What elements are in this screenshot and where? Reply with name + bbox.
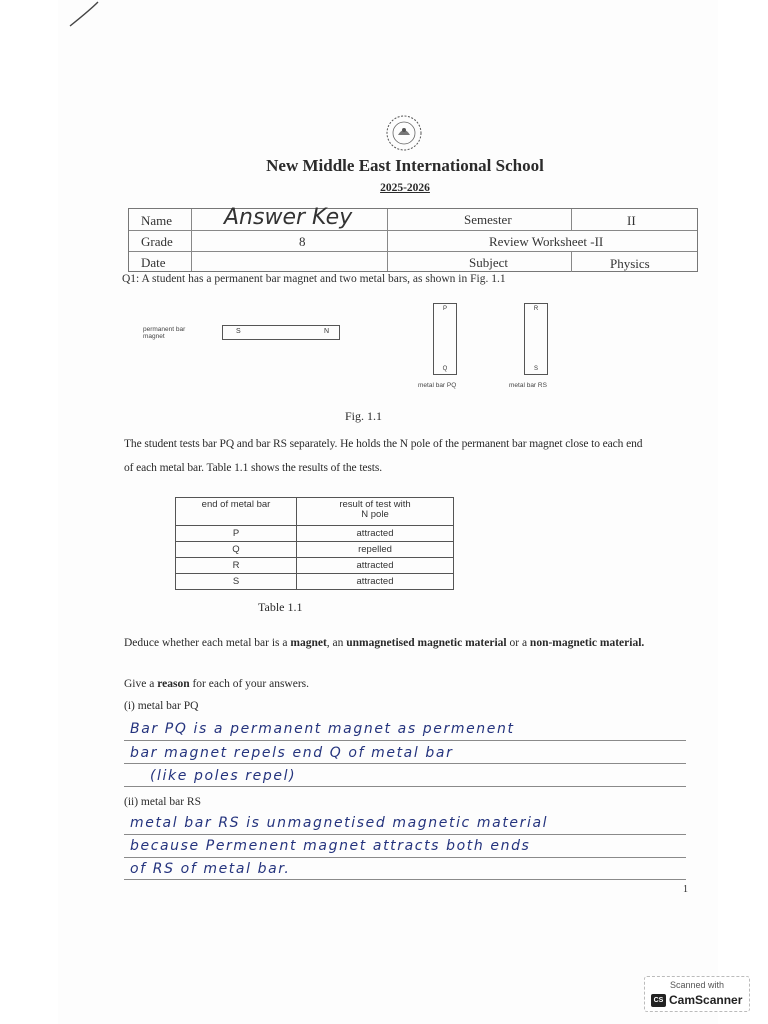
answer-ii-line-3: of RS of metal bar.	[130, 861, 291, 877]
camscanner-icon: CS	[651, 994, 666, 1007]
school-year: 2025-2026	[380, 182, 430, 194]
pen-mark-icon	[66, 0, 100, 30]
permanent-magnet-label-line2: magnet	[143, 333, 165, 340]
worksheet-title: Review Worksheet -II	[489, 234, 604, 249]
deduce-instruction	[124, 631, 724, 655]
answer-ii-line-2: because Permenent magnet attracts both ends	[130, 838, 531, 854]
answer-i-line-2: bar magnet repels end Q of metal bar	[130, 745, 454, 761]
table-row	[176, 542, 454, 558]
deduce-bold-unmagnetised: unmagnetised magnetic material	[346, 637, 507, 649]
pole-r: R	[533, 306, 539, 312]
answer-i-line-3: (like poles repel)	[150, 768, 297, 784]
semester-value: II	[627, 213, 636, 228]
answer-ii-line-1: metal bar RS is unmagnetised magnetic material	[130, 815, 549, 831]
table-caption: Table 1.1	[258, 600, 303, 614]
semester-label: Semester	[464, 212, 512, 227]
subject-value: Physics	[610, 256, 650, 271]
school-seal-icon	[384, 113, 424, 153]
answer-line	[124, 857, 686, 858]
pole-s: S	[533, 366, 538, 372]
question-1-text: Q1: A student has a permanent bar magnet and two metal bars, as shown in Fig. 1.1	[122, 273, 506, 285]
answer-line	[124, 740, 686, 741]
student-info-table	[128, 205, 698, 272]
table-cell-end: R	[176, 558, 297, 574]
table-cell-end: S	[176, 574, 297, 590]
perm-pole-s: S	[236, 328, 241, 335]
paragraph-line-2: of each metal bar. Table 1.1 shows the results of the tests.	[124, 462, 383, 474]
table-header-result	[297, 498, 454, 526]
deduce-text-2: , an	[326, 637, 347, 649]
metal-bar-rs-caption: metal bar RS	[509, 382, 547, 389]
grade-label: Grade	[141, 234, 173, 249]
camscanner-badge	[644, 976, 750, 1012]
school-name: New Middle East International School	[266, 156, 544, 175]
camscanner-brand: CamScanner	[669, 993, 743, 1007]
answer-line	[124, 763, 686, 764]
date-label: Date	[141, 255, 166, 270]
name-value: Answer Key	[224, 205, 353, 230]
table-row	[176, 558, 454, 574]
give-bold-reason: reason	[157, 678, 190, 690]
table-header-result-line1: result of test with	[339, 499, 411, 510]
part-ii-label: (ii) metal bar RS	[124, 796, 201, 808]
give-text-1: Give a	[124, 678, 158, 690]
table-cell-result: repelled	[297, 542, 454, 558]
pole-p: P	[442, 306, 447, 312]
deduce-text-3: or a	[506, 637, 530, 649]
answer-line	[124, 834, 686, 835]
table-cell-result: attracted	[297, 526, 454, 542]
figure-caption: Fig. 1.1	[345, 409, 383, 423]
permanent-magnet-label	[143, 326, 185, 340]
table-row	[176, 574, 454, 590]
table-header-result-line2: N pole	[361, 509, 389, 520]
permanent-bar-magnet	[222, 325, 340, 340]
name-label: Name	[141, 213, 173, 228]
answer-i-line-1: Bar PQ is a permanent magnet as permenent	[130, 721, 515, 737]
give-text-2: for each of your answers.	[189, 678, 310, 690]
table-cell-result: attracted	[297, 558, 454, 574]
table-header-end: end of metal bar	[176, 498, 297, 526]
subject-label: Subject	[469, 255, 508, 270]
results-table	[175, 497, 454, 590]
part-i-label: (i) metal bar PQ	[124, 700, 199, 712]
deduce-text-1: Deduce whether each metal bar is a	[124, 637, 291, 649]
answer-line	[124, 786, 686, 787]
table-row	[176, 526, 454, 542]
permanent-magnet-label-line1: permanent bar	[143, 326, 186, 333]
paragraph-line-1: The student tests bar PQ and bar RS separately. He holds the N pole of the permanent bar magnet close to each end	[124, 438, 643, 450]
metal-bar-pq	[433, 303, 457, 375]
deduce-bold-magnet: magnet	[290, 637, 327, 649]
answer-line	[124, 879, 686, 880]
table-cell-result: attracted	[297, 574, 454, 590]
deduce-bold-non-magnetic: non-magnetic material.	[529, 637, 645, 649]
table-cell-end: P	[176, 526, 297, 542]
reason-instruction	[124, 678, 309, 690]
table-cell-end: Q	[176, 542, 297, 558]
pole-q: Q	[442, 366, 448, 372]
scanned-with-text: Scanned with	[669, 980, 725, 990]
metal-bar-pq-caption: metal bar PQ	[418, 382, 457, 389]
perm-pole-n: N	[323, 328, 329, 335]
grade-value: 8	[299, 234, 306, 249]
metal-bar-rs	[524, 303, 548, 375]
page-number: 1	[683, 884, 688, 895]
